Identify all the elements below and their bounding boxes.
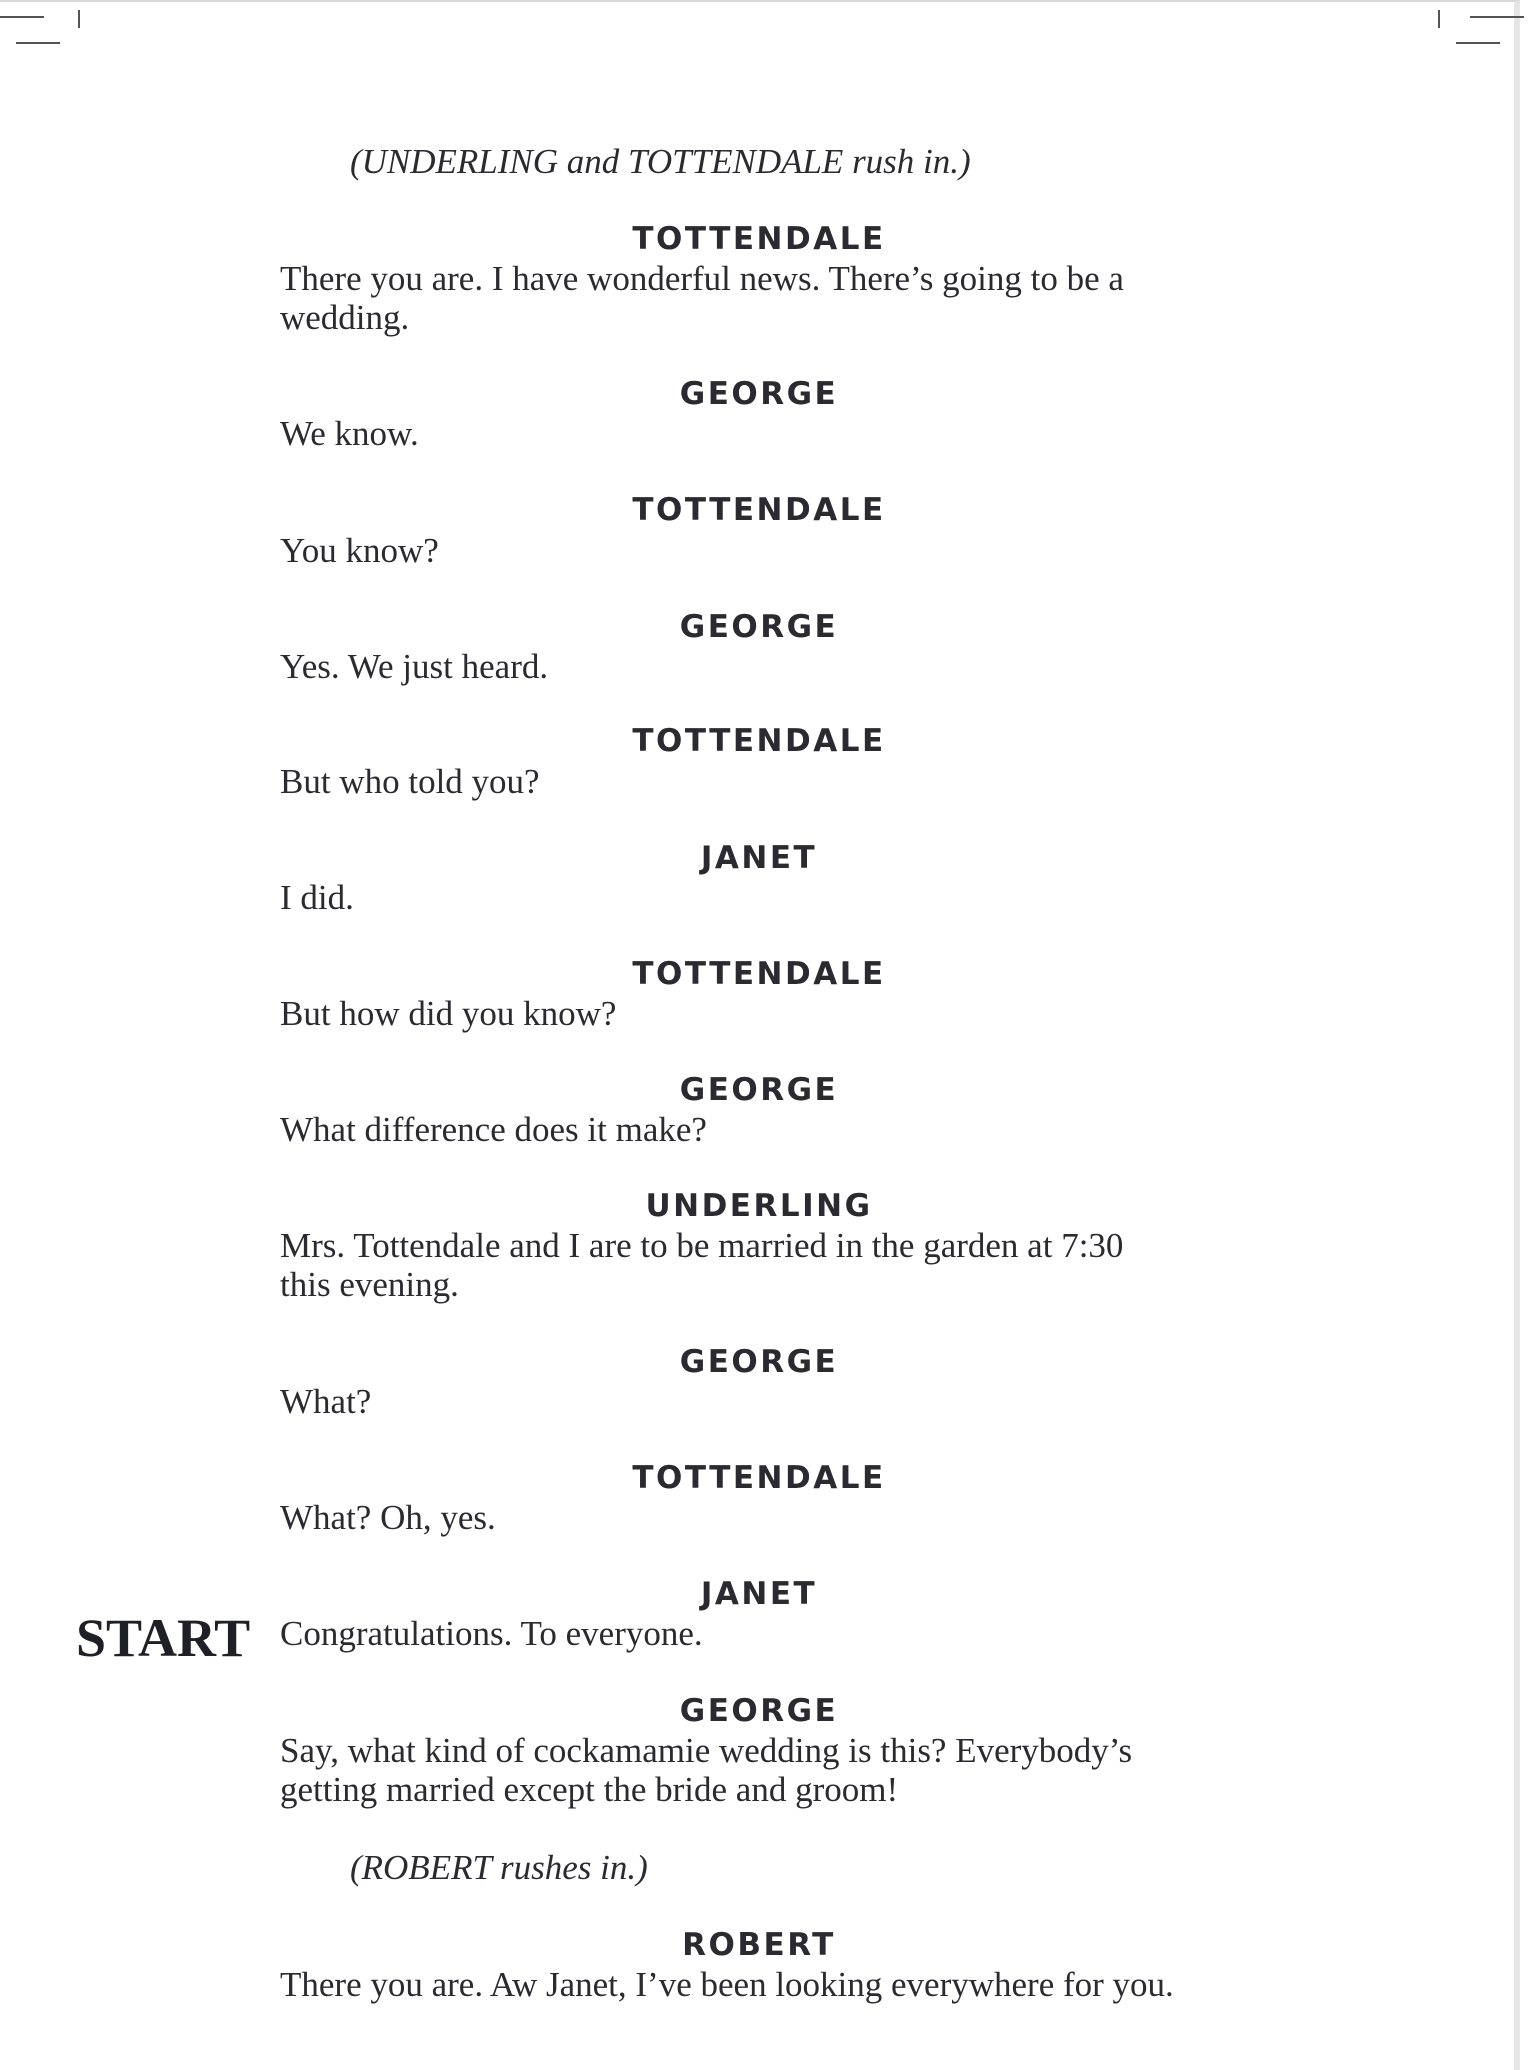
dialogue-line: What difference does it make? (280, 1110, 707, 1149)
dialogue-line: Say, what kind of cockamamie wedding is this? Everybody’s (280, 1731, 1133, 1770)
character-name: TOTTENDALE (632, 492, 886, 528)
character-name: TOTTENDALE (632, 1460, 886, 1496)
character-name: GEORGE (679, 1693, 839, 1729)
dialogue-line: What? Oh, yes. (280, 1498, 496, 1537)
character-name: GEORGE (679, 609, 839, 645)
dialogue-line: There you are. I have wonderful news. There’s going to be a (280, 259, 1124, 298)
character-name: JANET (700, 1576, 818, 1612)
character-name: GEORGE (679, 1344, 839, 1380)
dialogue-line: this evening. (280, 1265, 459, 1304)
dialogue-line: getting married except the bride and groom! (280, 1770, 899, 1809)
stage-direction: (UNDERLING and TOTTENDALE rush in.) (350, 142, 971, 181)
stage-direction: (ROBERT rushes in.) (350, 1848, 648, 1887)
start-cue-label: START (76, 1608, 251, 1668)
character-name: ROBERT (682, 1927, 836, 1963)
character-name: GEORGE (679, 1072, 839, 1108)
dialogue-line: Congratulations. To everyone. (280, 1614, 703, 1653)
dialogue-line: But how did you know? (280, 994, 617, 1033)
dialogue-line: Yes. We just heard. (280, 647, 549, 686)
dialogue-line: There you are. Aw Janet, I’ve been looking everywhere for you. (280, 1965, 1174, 2004)
character-name: GEORGE (679, 376, 839, 412)
dialogue-line: But who told you? (280, 762, 540, 801)
character-name: UNDERLING (645, 1188, 873, 1224)
character-name: TOTTENDALE (632, 221, 886, 257)
dialogue-line: We know. (280, 414, 419, 453)
character-name: JANET (700, 840, 818, 876)
character-name: TOTTENDALE (632, 723, 886, 759)
character-name: TOTTENDALE (632, 956, 886, 992)
dialogue-line: You know? (280, 531, 439, 570)
dialogue-line: Mrs. Tottendale and I are to be married in the garden at 7:30 (280, 1226, 1124, 1265)
dialogue-line: What? (280, 1382, 372, 1421)
dialogue-line: I did. (280, 878, 354, 917)
dialogue-line: wedding. (280, 298, 410, 337)
